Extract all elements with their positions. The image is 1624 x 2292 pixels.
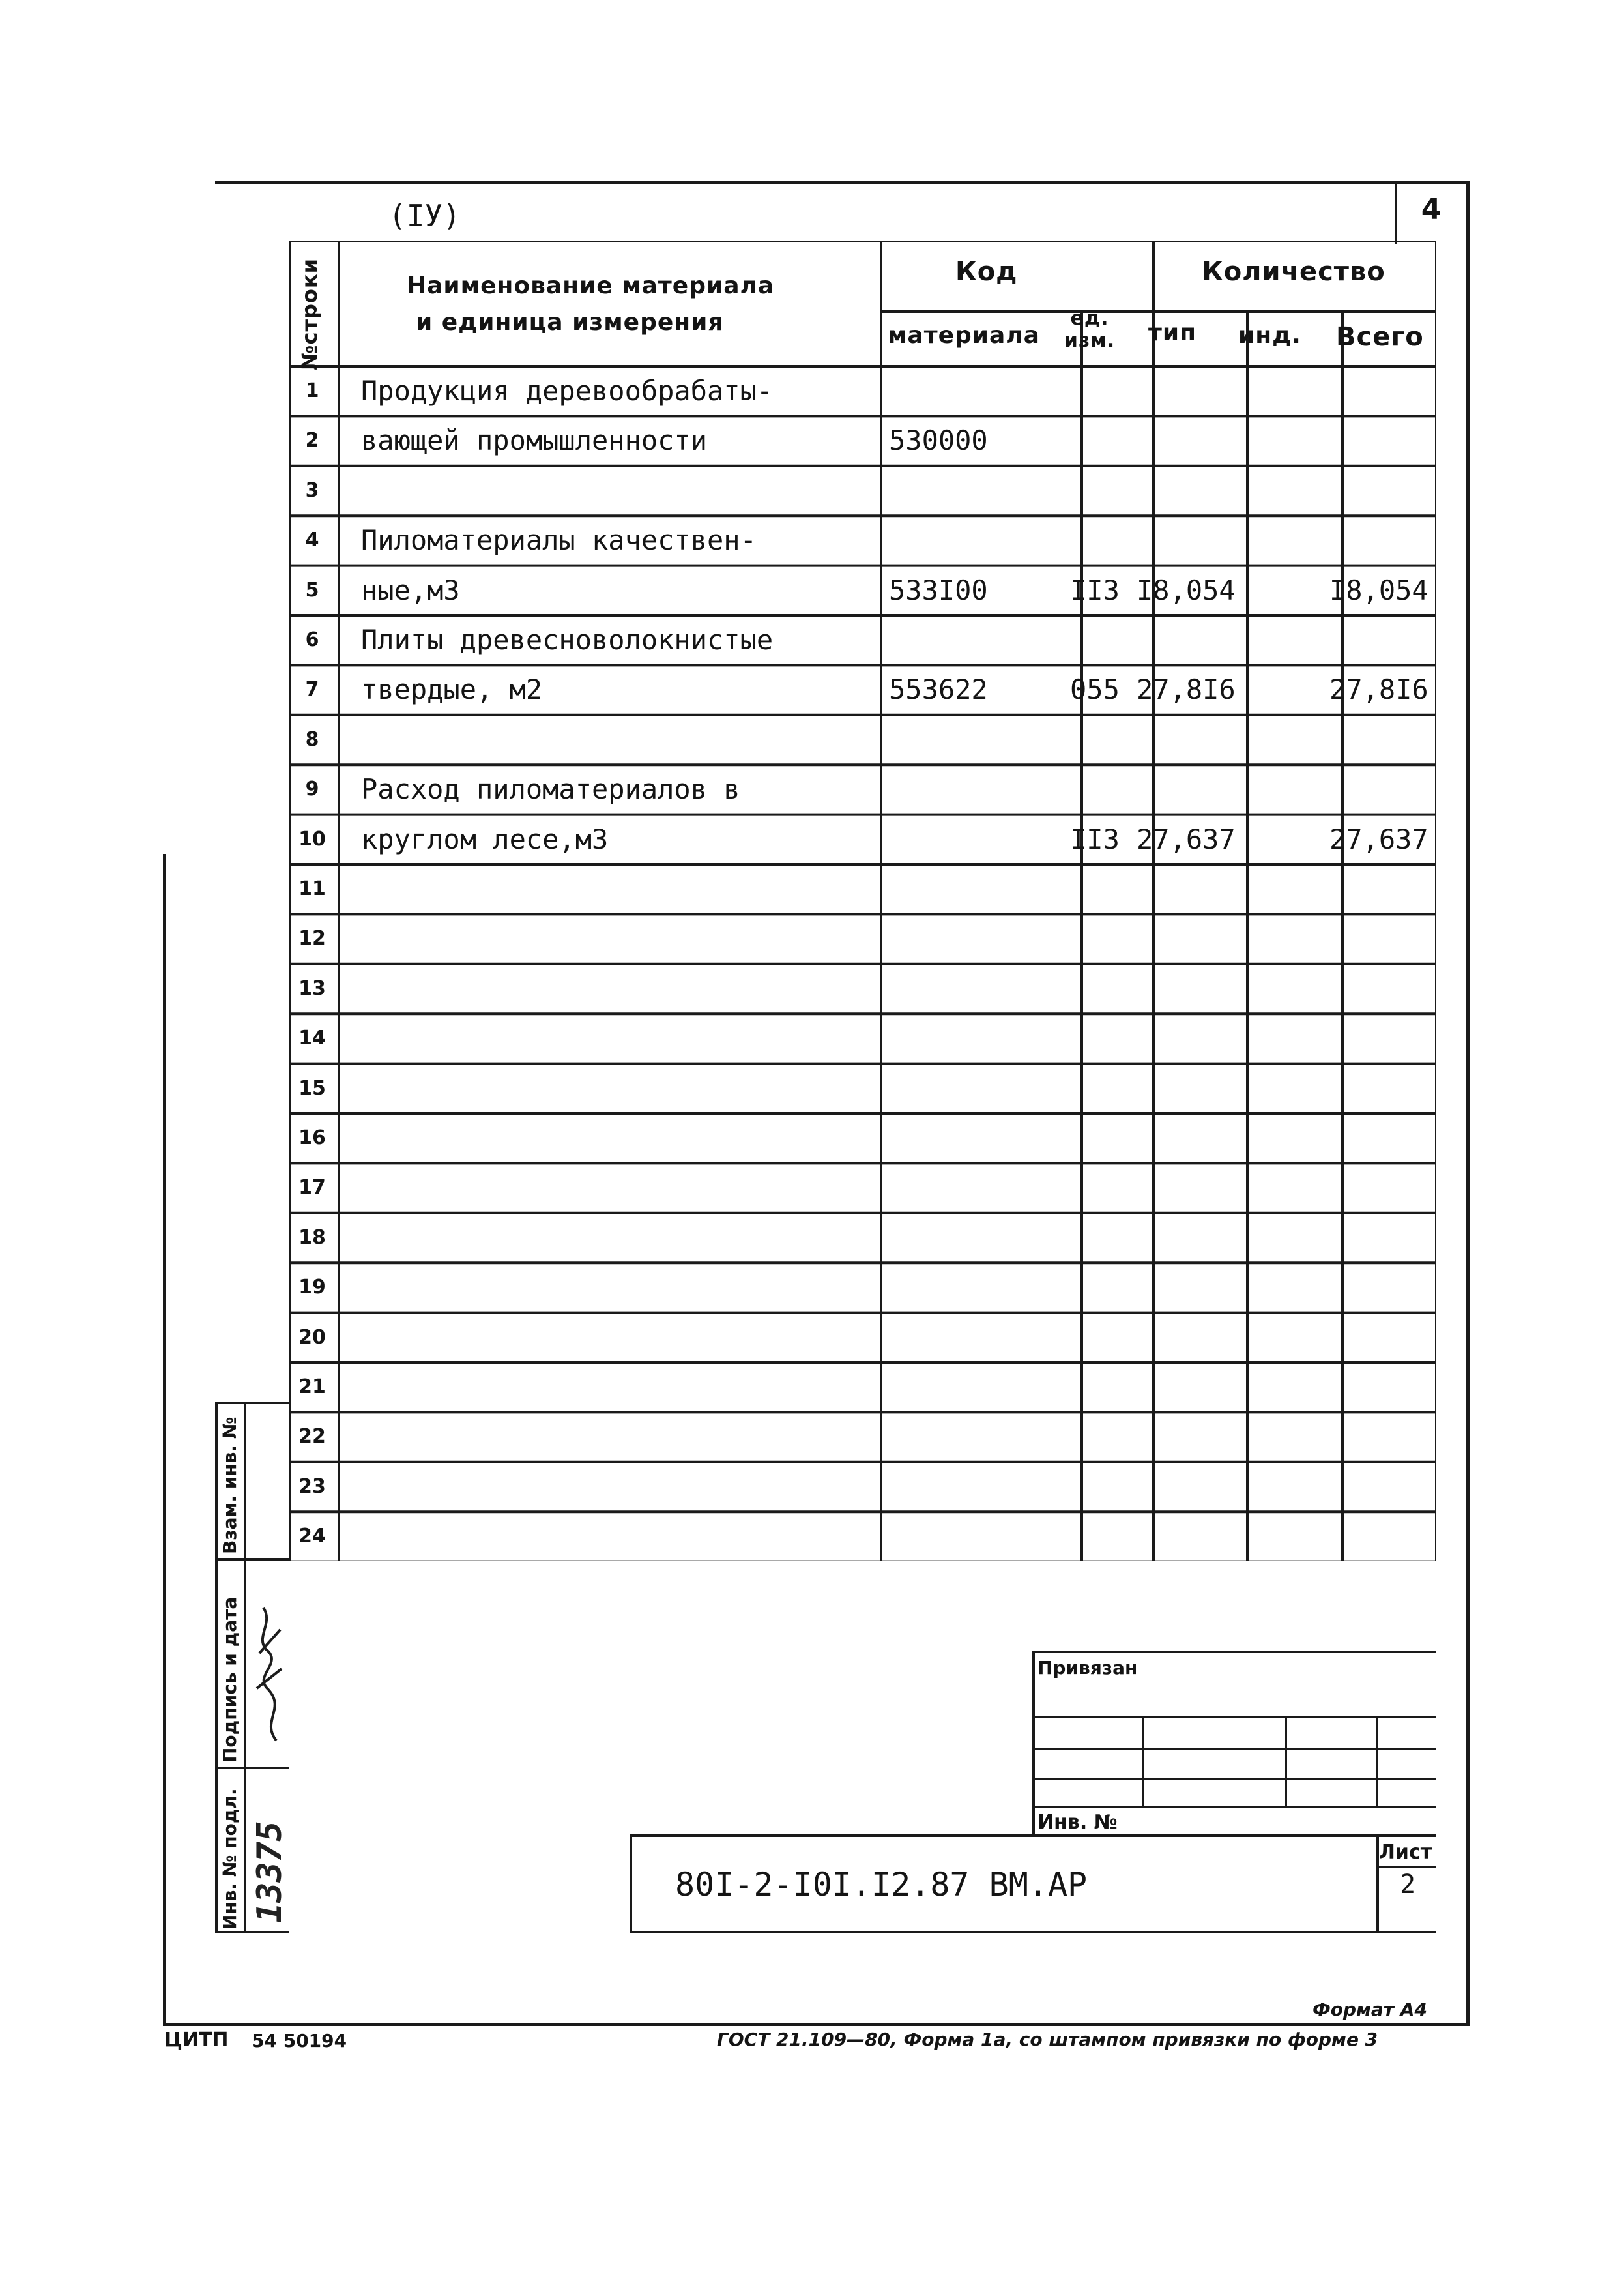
footer-standard: ГОСТ 21.109—80, Форма 1а, со штампом привязки по форме 3 bbox=[717, 2029, 1378, 2050]
row-number: 18 bbox=[298, 1226, 326, 1249]
header-row-number: №строки bbox=[297, 257, 322, 370]
frame-top-line bbox=[215, 181, 1466, 184]
row-qty-total: I8,054 bbox=[1329, 574, 1428, 606]
row-number: 16 bbox=[298, 1126, 326, 1149]
side-stamp-bottom bbox=[215, 1931, 289, 1933]
header-code-material: материала bbox=[888, 322, 1040, 349]
binding-v2 bbox=[1285, 1716, 1287, 1807]
header-qty-type: тип bbox=[1148, 319, 1196, 346]
binding-inv-label: Инв. № bbox=[1037, 1811, 1118, 1834]
row-name: Пиломатериалы качествен- bbox=[361, 524, 757, 556]
row-number: 15 bbox=[298, 1077, 326, 1100]
header-code: Код bbox=[955, 257, 1018, 287]
row-number: 5 bbox=[305, 579, 319, 602]
row-unit: 055 bbox=[1070, 673, 1120, 705]
row-number: 21 bbox=[298, 1375, 326, 1398]
side-sign-date-label: Подпись и дата bbox=[219, 1596, 240, 1763]
row-number: 10 bbox=[298, 828, 326, 851]
header-code-unit: ед. изм. bbox=[1064, 307, 1116, 352]
frame-left-line bbox=[163, 854, 166, 2026]
row-unit: II3 bbox=[1070, 574, 1120, 606]
row-name: Плиты древесноволокнистые bbox=[361, 624, 774, 656]
row-unit: II3 bbox=[1070, 823, 1120, 855]
row-qty-type: 27,8I6 bbox=[1137, 673, 1236, 705]
section-label: (IУ) bbox=[388, 198, 461, 233]
row-qty-type: I8,054 bbox=[1137, 574, 1236, 606]
page-number: 4 bbox=[1421, 193, 1442, 226]
row-number: 23 bbox=[298, 1475, 326, 1498]
row-number: 12 bbox=[298, 927, 326, 950]
side-inv-orig-label: Инв. № подл. bbox=[219, 1788, 240, 1930]
header-name-line2: и единица измерения bbox=[416, 309, 724, 336]
title-block-sheet-h bbox=[1376, 1866, 1436, 1868]
row-number: 24 bbox=[298, 1525, 326, 1548]
row-number: 9 bbox=[305, 778, 319, 801]
handwritten-signature bbox=[248, 1591, 293, 1747]
row-number: 17 bbox=[298, 1176, 326, 1199]
page-number-box-left bbox=[1395, 181, 1397, 244]
row-qty-total: 27,8I6 bbox=[1329, 673, 1428, 705]
side-stamp-top bbox=[215, 1402, 289, 1404]
row-code: 530000 bbox=[889, 424, 988, 456]
header-quantity: Количество bbox=[1202, 257, 1385, 287]
row-name: вающей промышленности bbox=[361, 424, 708, 456]
row-number: 3 bbox=[305, 479, 319, 502]
row-number: 6 bbox=[305, 628, 319, 651]
header-qty-total: Всего bbox=[1336, 322, 1424, 352]
footer-publisher: ЦИТП bbox=[164, 2029, 229, 2051]
title-block-top bbox=[630, 1834, 1436, 1837]
row-number: 14 bbox=[298, 1027, 326, 1050]
binding-v1 bbox=[1142, 1716, 1144, 1807]
row-number: 13 bbox=[298, 977, 326, 1000]
header-qty-individual: инд. bbox=[1238, 322, 1301, 349]
title-sheet-label: Лист bbox=[1379, 1841, 1432, 1864]
binding-top bbox=[1032, 1651, 1436, 1653]
row-code: 533I00 bbox=[889, 574, 988, 606]
row-name: круглом лесе,м3 bbox=[361, 823, 609, 855]
title-block-left bbox=[630, 1834, 632, 1933]
row-qty-type: 27,637 bbox=[1137, 823, 1236, 855]
row-number: 7 bbox=[305, 678, 319, 701]
row-number: 1 bbox=[305, 379, 319, 402]
title-block-bottom bbox=[630, 1931, 1436, 1933]
row-name: ные,м3 bbox=[361, 574, 460, 606]
row-qty-total: 27,637 bbox=[1329, 823, 1428, 855]
row-number: 8 bbox=[305, 728, 319, 751]
row-number: 20 bbox=[298, 1326, 326, 1349]
binding-attached-label: Привязан bbox=[1037, 1657, 1138, 1679]
header-name-line1: Наименование материала bbox=[407, 272, 775, 299]
binding-h1 bbox=[1032, 1716, 1436, 1718]
side-inv-orig-value: 13375 bbox=[250, 1821, 289, 1923]
row-name: твердые, м2 bbox=[361, 673, 543, 705]
binding-h2 bbox=[1032, 1748, 1436, 1750]
row-number: 2 bbox=[305, 429, 319, 452]
frame-bottom-line bbox=[163, 2023, 1466, 2026]
row-name: Расход пиломатериалов в bbox=[361, 773, 740, 805]
row-number: 22 bbox=[298, 1425, 326, 1448]
title-designation: 80I-2-I0I.I2.87 ВМ.АР bbox=[675, 1866, 1088, 1903]
side-stamp-sep1 bbox=[215, 1558, 289, 1561]
side-stamp-sep2 bbox=[215, 1767, 289, 1769]
row-number: 4 bbox=[305, 529, 319, 551]
row-code: 553622 bbox=[889, 673, 988, 705]
row-number: 11 bbox=[298, 877, 326, 900]
frame-right-line bbox=[1466, 181, 1470, 2026]
binding-h4 bbox=[1032, 1806, 1436, 1808]
row-number: 19 bbox=[298, 1276, 326, 1299]
side-stamp-divider bbox=[244, 1402, 246, 1933]
row-name: Продукция деревообрабаты- bbox=[361, 375, 774, 407]
footer-format: Формат А4 bbox=[1312, 1999, 1427, 2020]
title-sheet-value: 2 bbox=[1400, 1870, 1416, 1900]
binding-v3 bbox=[1376, 1716, 1378, 1807]
side-stamp-outer-left bbox=[215, 1402, 218, 1933]
footer-order: 54 50194 bbox=[252, 2030, 347, 2051]
side-replace-inv-label: Взам. инв. № bbox=[219, 1417, 240, 1554]
binding-h3 bbox=[1032, 1778, 1436, 1780]
